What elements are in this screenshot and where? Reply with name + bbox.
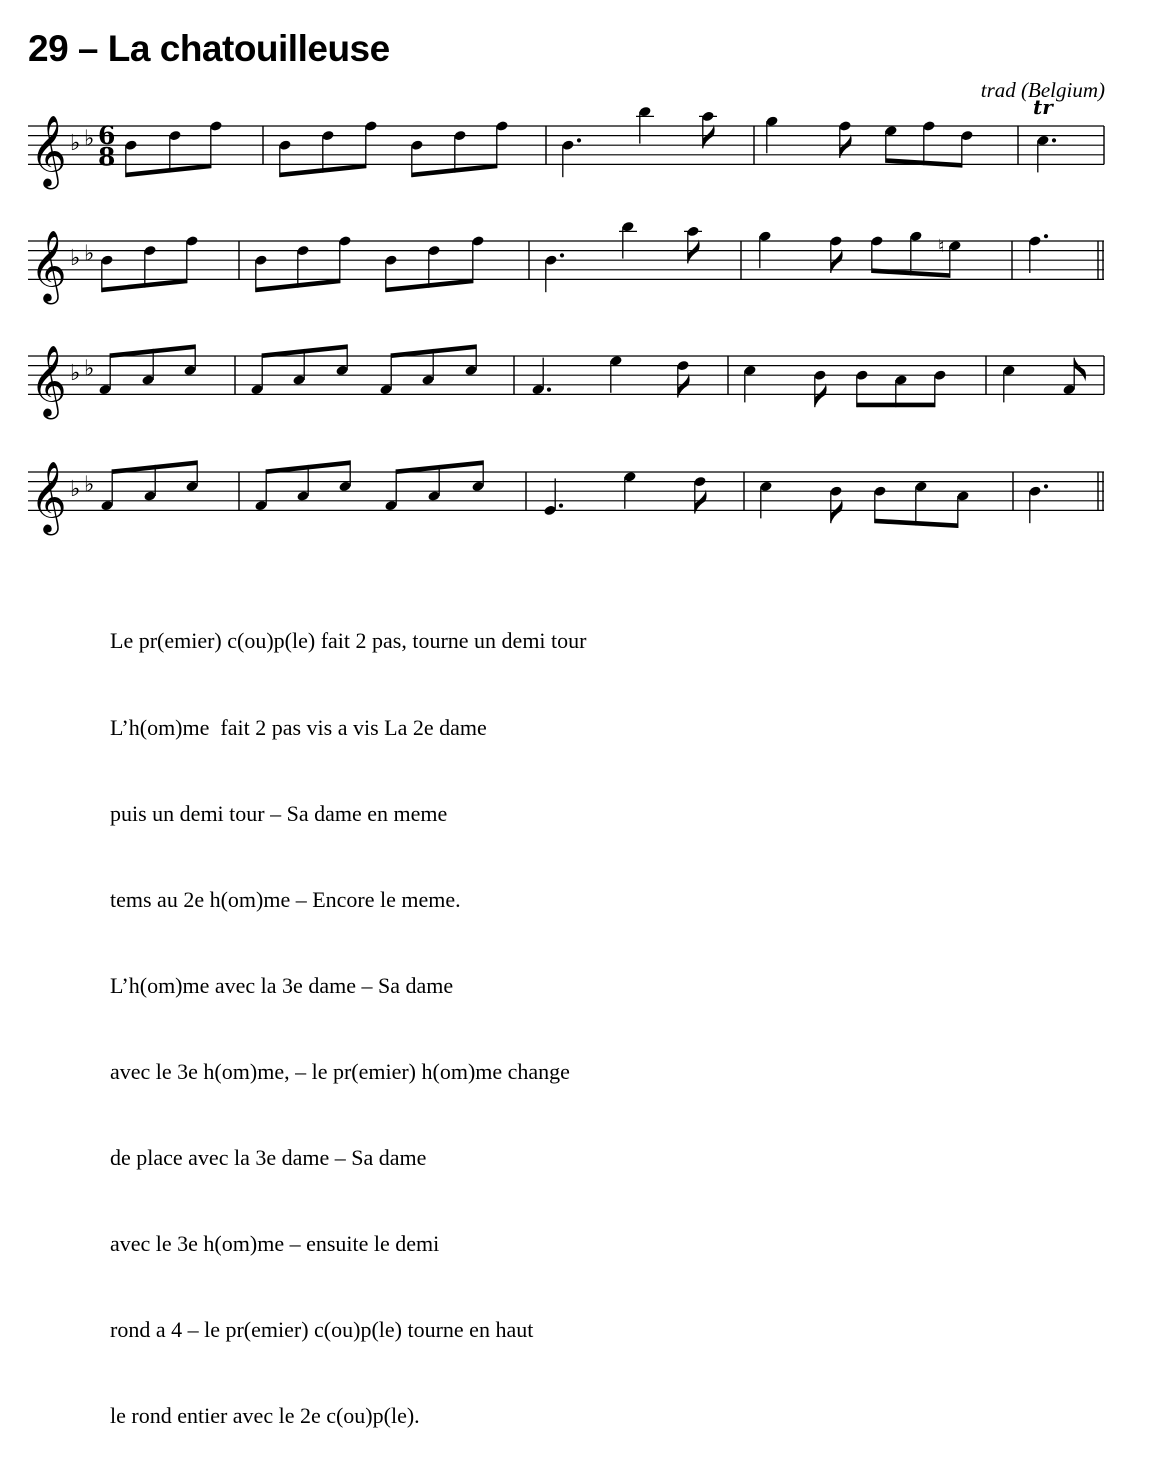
piece-title: 29 – La chatouilleuse	[28, 28, 390, 69]
time-signature-denominator: 8	[98, 142, 116, 172]
note-flag	[1074, 358, 1086, 382]
instruction-line: avec le 3e h(om)me – ensuite le demi	[110, 1231, 440, 1257]
treble-clef-icon: 𝄞	[30, 343, 67, 417]
augmentation-dot	[1044, 484, 1048, 488]
key-flat-icon: ♭	[84, 241, 95, 267]
music-score	[0, 0, 1171, 560]
treble-clef-icon: 𝄞	[30, 228, 67, 302]
key-flat-icon: ♭	[84, 356, 95, 382]
augmentation-dot	[547, 388, 551, 392]
note-flag	[831, 499, 843, 523]
natural-sign-icon: ♮	[938, 235, 945, 257]
staff-system	[28, 343, 1104, 419]
key-flat-icon: ♭	[70, 131, 81, 157]
instruction-line: avec le 3e h(om)me, – le pr(emier) h(om)me change	[110, 1058, 570, 1084]
dance-instructions	[110, 570, 586, 1460]
instruction-line: Le pr(emier) c(ou)p(le) fait 2 pas, tourne un demi tour	[110, 628, 587, 654]
note-flag	[815, 383, 827, 407]
treble-clef-icon: 𝄞	[30, 459, 67, 533]
instruction-line: rond a 4 – le pr(emier) c(ou)p(le) tourne en haut	[110, 1317, 534, 1343]
note-beam	[126, 164, 211, 178]
instruction-line: L’h(om)me fait 2 pas vis a vis La 2e dame	[110, 714, 487, 740]
instruction-line: le rond entier avec le 2e c(ou)p(le).	[110, 1403, 420, 1429]
instruction-line: L’h(om)me avec la 3e dame – Sa dame	[110, 972, 454, 998]
staff-system	[28, 221, 1104, 305]
trill-ornament: tr	[1033, 95, 1053, 119]
key-flat-icon: ♭	[84, 472, 95, 498]
staff-system	[28, 459, 1104, 535]
augmentation-dot	[1052, 138, 1056, 142]
key-flat-icon: ♭	[70, 246, 81, 272]
augmentation-dot	[577, 138, 581, 142]
augmentation-dot	[1044, 234, 1048, 238]
instruction-line: de place avec la 3e dame – Sa dame	[110, 1145, 427, 1171]
key-flat-icon: ♭	[70, 361, 81, 387]
treble-clef-icon: 𝄞	[30, 113, 67, 187]
instruction-line: tems au 2e h(om)me – Encore le meme.	[110, 886, 461, 912]
augmentation-dot	[559, 504, 563, 508]
time-signature-numerator: 6	[98, 121, 116, 151]
instruction-line: puis un demi tour – Sa dame en meme	[110, 800, 448, 826]
staff-system	[28, 95, 1104, 189]
key-flat-icon: ♭	[70, 477, 81, 503]
key-flat-icon: ♭	[84, 126, 95, 152]
note-beam	[857, 403, 935, 408]
augmentation-dot	[560, 253, 564, 257]
composer-credit: trad (Belgium)	[980, 78, 1105, 102]
